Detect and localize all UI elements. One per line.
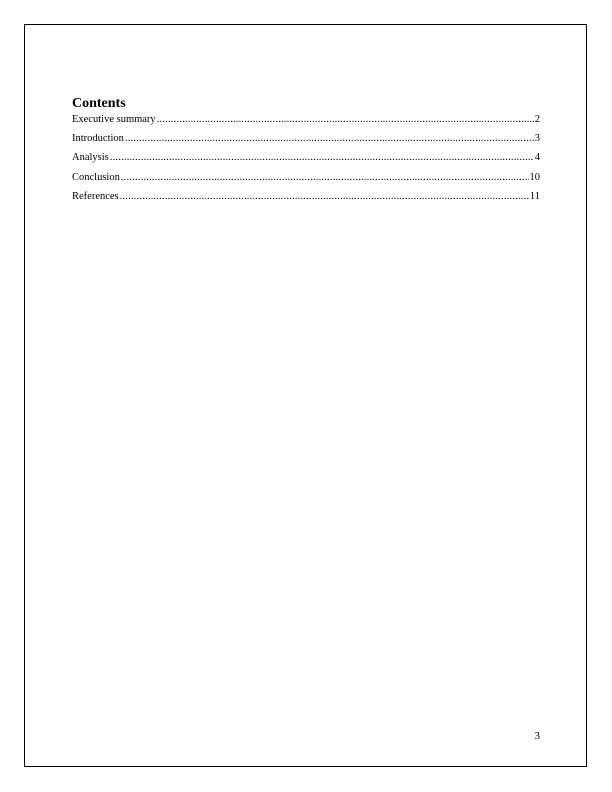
toc-leader-dots: [157, 114, 534, 126]
toc-entry-page: 3: [534, 133, 540, 145]
table-of-contents: [72, 95, 540, 210]
toc-entry-title: Conclusion: [72, 171, 120, 183]
toc-heading: Contents: [72, 96, 126, 111]
toc-leader-dots: [120, 191, 529, 203]
toc-entry-analysis[interactable]: [72, 152, 540, 164]
toc-entry-page: 4: [534, 152, 540, 164]
toc-leader-dots: [125, 133, 534, 145]
toc-entry-references[interactable]: [72, 191, 540, 203]
toc-entry-executive-summary[interactable]: [72, 114, 540, 126]
toc-entry-page: 2: [534, 114, 540, 125]
toc-entry-introduction[interactable]: [72, 133, 540, 145]
toc-leader-dots: [121, 172, 529, 184]
toc-entry-page: 11: [529, 190, 540, 202]
toc-entry-page: 10: [529, 171, 540, 183]
toc-entry-title: Introduction: [72, 133, 124, 145]
toc-entry-conclusion[interactable]: [72, 172, 540, 184]
toc-entry-title: Executive summary: [72, 114, 156, 125]
toc-leader-dots: [110, 152, 534, 164]
toc-entry-title: Analysis: [72, 152, 109, 164]
page-number: 3: [534, 730, 540, 742]
toc-list: [72, 114, 540, 203]
toc-entry-title: References: [72, 190, 119, 202]
